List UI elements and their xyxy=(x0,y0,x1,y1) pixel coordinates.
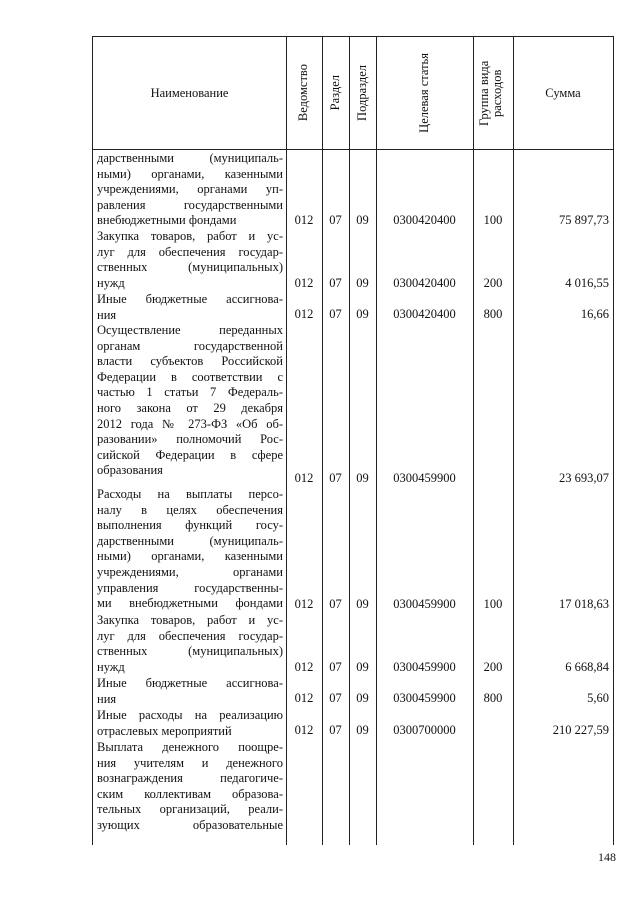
header-podrazdel-label: Подраздел xyxy=(354,65,369,121)
row-8-description xyxy=(97,740,283,834)
row-4-celevaya: 0300459900 xyxy=(393,597,456,611)
row-3-summa: 23 693,07 xyxy=(559,471,609,485)
row-7-summa: 210 227,59 xyxy=(552,723,609,737)
header-gruppa-label: Группа вида расходов xyxy=(477,60,505,126)
row-6-vedomstvo: 012 xyxy=(294,691,314,705)
header-name: Наименование xyxy=(150,85,229,100)
row-6-podrazdel: 09 xyxy=(356,691,369,705)
description-line: налу в целях обеспечения xyxy=(97,502,283,517)
row-4-podrazdel: 09 xyxy=(356,597,369,611)
description-line: ния учителям и денежного xyxy=(97,755,283,770)
row-7-vedomstvo: 012 xyxy=(294,723,314,737)
row-1-celevaya: 0300420400 xyxy=(393,276,456,290)
row-4-gruppa: 100 xyxy=(483,597,503,611)
description-line: ственных (муниципальных) xyxy=(97,644,283,659)
row-2-description xyxy=(97,292,283,323)
row-1-gruppa: 200 xyxy=(483,276,503,290)
row-7-razdel: 07 xyxy=(329,723,342,737)
column-divider xyxy=(473,37,474,845)
description-line: дарственными (муниципаль- xyxy=(97,533,283,548)
row-2-vedomstvo: 012 xyxy=(294,307,314,321)
description-line: учреждениями, органами уп- xyxy=(97,182,283,197)
row-2-podrazdel: 09 xyxy=(356,307,369,321)
description-line: разовании» полномочий Рос- xyxy=(97,432,283,447)
budget-table xyxy=(92,36,614,845)
description-line: ственных (муниципальных) xyxy=(97,260,283,275)
row-6-celevaya: 0300459900 xyxy=(393,691,456,705)
row-7-celevaya: 0300700000 xyxy=(393,723,456,737)
row-0-razdel: 07 xyxy=(329,213,342,227)
description-line: Иные расходы на реализацию xyxy=(97,708,283,722)
header-vedomstvo-label: Ведомство xyxy=(296,64,311,122)
row-3-celevaya: 0300459900 xyxy=(393,471,456,485)
row-6-summa: 5,60 xyxy=(587,691,609,705)
description-line: частью 1 статьи 7 Федераль- xyxy=(97,385,283,400)
description-line: образования xyxy=(97,463,163,478)
row-1-podrazdel: 09 xyxy=(356,276,369,290)
description-line: власти субъектов Российской xyxy=(97,354,283,369)
description-line: равления государственными xyxy=(97,197,283,212)
description-line: сийской Федерации в сфере xyxy=(97,447,283,462)
row-4-description xyxy=(97,487,283,612)
description-line: Иные бюджетные ассигнова- xyxy=(97,676,283,690)
row-5-podrazdel: 09 xyxy=(356,660,369,674)
description-line: ми внебюджетными фондами xyxy=(97,596,283,611)
description-line: Выплата денежного поощре- xyxy=(97,740,283,754)
row-0-vedomstvo: 012 xyxy=(294,213,314,227)
description-line: органам государственной xyxy=(97,338,283,353)
description-line: нужд xyxy=(97,659,125,674)
row-4-razdel: 07 xyxy=(329,597,342,611)
header-razdel xyxy=(322,37,349,149)
description-line: ными) органами, казенными xyxy=(97,166,283,181)
row-1-razdel: 07 xyxy=(329,276,342,290)
row-0-summa: 75 897,73 xyxy=(559,213,609,227)
description-line: внебюджетными фондами xyxy=(97,213,237,228)
row-2-razdel: 07 xyxy=(329,307,342,321)
header-vedomstvo xyxy=(286,37,322,149)
row-6-razdel: 07 xyxy=(329,691,342,705)
row-5-vedomstvo: 012 xyxy=(294,660,314,674)
description-line: ния xyxy=(97,307,117,322)
header-divider xyxy=(93,149,613,150)
row-1-description xyxy=(97,229,283,291)
row-0-gruppa: 100 xyxy=(483,213,503,227)
row-5-celevaya: 0300459900 xyxy=(393,660,456,674)
row-0-podrazdel: 09 xyxy=(356,213,369,227)
row-5-gruppa: 200 xyxy=(483,660,503,674)
row-1-summa: 4 016,55 xyxy=(565,276,609,290)
row-6-gruppa: 800 xyxy=(483,691,503,705)
description-line: выполнения функций госу- xyxy=(97,518,283,533)
row-4-summa: 17 018,63 xyxy=(559,597,609,611)
header-celevaya xyxy=(376,37,473,149)
page-number: 148 xyxy=(598,850,616,864)
description-line: управления государственны- xyxy=(97,580,283,595)
row-5-summa: 6 668,84 xyxy=(565,660,609,674)
description-line: луг для обеспечения государ- xyxy=(97,628,283,643)
row-5-description xyxy=(97,613,283,675)
description-line: вознаграждения педагогиче- xyxy=(97,771,283,786)
row-2-celevaya: 0300420400 xyxy=(393,307,456,321)
description-line: Федерации в соответствии с xyxy=(97,369,283,384)
description-line: ными) органами, казенными xyxy=(97,549,283,564)
header-razdel-label: Раздел xyxy=(327,75,342,111)
row-3-vedomstvo: 012 xyxy=(294,471,314,485)
description-line: ного закона от 29 декабря xyxy=(97,400,283,415)
description-line: ния xyxy=(97,691,117,706)
description-line: дарственными (муниципаль- xyxy=(97,151,283,165)
description-line: нужд xyxy=(97,275,125,290)
header-summa: Сумма xyxy=(545,85,581,100)
row-2-gruppa: 800 xyxy=(483,307,503,321)
row-4-vedomstvo: 012 xyxy=(294,597,314,611)
description-line: отраслевых мероприятий xyxy=(97,723,232,738)
row-2-summa: 16,66 xyxy=(580,307,609,321)
description-line: Осуществление переданных xyxy=(97,323,283,337)
description-line: 2012 года № 273-ФЗ «Об об- xyxy=(97,416,283,431)
header-gruppa xyxy=(473,37,513,149)
description-line: Закупка товаров, работ и ус- xyxy=(97,613,283,627)
row-3-podrazdel: 09 xyxy=(356,471,369,485)
row-0-celevaya: 0300420400 xyxy=(393,213,456,227)
header-celevaya-label: Целевая статья xyxy=(416,53,431,133)
description-line: тельных организаций, реали- xyxy=(97,802,283,817)
description-line: Иные бюджетные ассигнова- xyxy=(97,292,283,306)
row-0-description xyxy=(97,151,283,229)
description-line: Закупка товаров, работ и ус- xyxy=(97,229,283,243)
description-line: учреждениями, органами xyxy=(97,564,283,579)
header-podrazdel xyxy=(349,37,376,149)
description-line: зующих образовательные xyxy=(97,817,283,832)
row-1-vedomstvo: 012 xyxy=(294,276,314,290)
row-7-podrazdel: 09 xyxy=(356,723,369,737)
row-6-description xyxy=(97,676,283,707)
row-3-description xyxy=(97,323,283,479)
description-line: луг для обеспечения государ- xyxy=(97,244,283,259)
row-5-razdel: 07 xyxy=(329,660,342,674)
row-7-description xyxy=(97,708,283,739)
description-line: ским коллективам образова- xyxy=(97,786,283,801)
row-3-razdel: 07 xyxy=(329,471,342,485)
description-line: Расходы на выплаты персо- xyxy=(97,487,283,501)
